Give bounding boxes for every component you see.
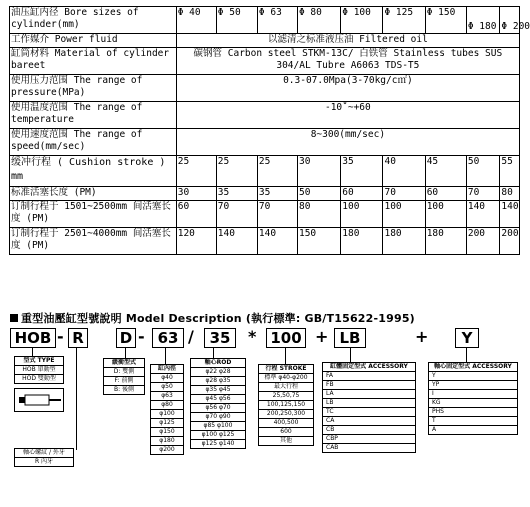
cushion-box-row: D: 雙側 [104, 368, 144, 377]
bore-box-row: φ80 [151, 401, 183, 410]
accessory-box-row: T [429, 417, 517, 426]
rod-box-row: φ100 φ125 [191, 431, 245, 440]
mount-box-row: TC [323, 408, 415, 417]
material-line1: 碳钢管 Carbon steel STKM-13C/ 白铁管 Stainless tubes SUS [193, 48, 503, 59]
custom1-label: 订制行程于 1501~2500mm 间活塞长度 (PM) [10, 201, 177, 228]
connector-line [32, 348, 33, 356]
bullet-square-icon [10, 314, 18, 322]
bore-box-row: φ63 [151, 392, 183, 401]
std-length-125: 70 [383, 187, 425, 201]
bore-box-row: φ125 [151, 419, 183, 428]
connector-line [285, 348, 286, 364]
std-length-180: 70 [466, 187, 500, 201]
stroke-box-row: 200,250,300 [259, 410, 313, 419]
cushion-box-row: B: 後側 [113, 386, 135, 393]
code-rod: 35 [204, 328, 236, 348]
code-sep: / [188, 327, 194, 346]
bore-180: Φ 180 [466, 7, 500, 34]
cushion-100: 35 [341, 156, 383, 187]
cushion-80: 30 [297, 156, 340, 187]
code-sep: * [248, 327, 257, 346]
rod-box-row: φ45 φ56 [191, 395, 245, 404]
type-box-row: HOD 雙動型 [22, 375, 56, 382]
custom1-200: 140 [500, 201, 520, 228]
stroke-box-row: 100,125,150 [259, 401, 313, 410]
stroke-box-header: 行程 STROKE [259, 365, 313, 374]
accessory-box-row: YP [429, 381, 517, 390]
bore-box-row: φ40 [151, 374, 183, 383]
cushion-63: 25 [257, 156, 297, 187]
code-type: HOB [10, 328, 56, 348]
material-value [176, 48, 519, 75]
code-sep: - [57, 327, 64, 346]
cushion-box [103, 358, 145, 395]
cushion-label: 缓冲行程 ( Cushion stroke ) mm [10, 156, 177, 187]
cushion-box-header: 緩衝型式 [104, 359, 144, 368]
std-length-label: 标准活塞长度 (PM) [10, 187, 177, 201]
stroke-box [258, 364, 314, 446]
connector-line [165, 348, 166, 364]
type-box-header: 型式 TYPE [15, 357, 63, 366]
custom1-63: 70 [257, 201, 297, 228]
custom2-63: 140 [257, 228, 297, 255]
accessory-box-row: PHS [429, 408, 517, 417]
connector-line [213, 348, 214, 358]
custom1-40: 60 [176, 201, 216, 228]
bore-125: Φ 125 [383, 7, 425, 34]
custom2-180: 200 [466, 228, 500, 255]
code-stroke: 100 [266, 328, 306, 348]
bore-box-row: φ100 [151, 410, 183, 419]
temperature-label: 使用温度范围 The range of temperature [10, 102, 177, 129]
thread-box-row: R 內牙 [34, 458, 54, 465]
temperature-value: -10˚~+60 [176, 102, 519, 129]
connector-line [76, 348, 77, 450]
custom2-label: 订制行程于 2501~4000mm 间活塞长度 (PM) [10, 228, 177, 255]
cylinder-icon [15, 389, 63, 411]
bore-100: Φ 100 [341, 7, 383, 34]
pressure-value: 0.3-07.0Mpa(3-70kg/c㎡) [176, 75, 519, 102]
mount-box-row: CA [323, 417, 415, 426]
bore-box-row: φ50 [151, 383, 183, 392]
mount-box-row: CAB [326, 444, 339, 451]
custom2-80: 150 [297, 228, 340, 255]
accessory-box-row: I [429, 390, 517, 399]
rod-box-header: 軸心ROD [191, 359, 245, 368]
code-mount: LB [334, 328, 366, 348]
code-cushion: D [116, 328, 136, 348]
cylinder-diagram [14, 388, 64, 412]
connector-line [125, 348, 126, 358]
bore-box-row: φ150 [151, 428, 183, 437]
custom2-200: 200 [500, 228, 520, 255]
custom2-125: 180 [383, 228, 425, 255]
cushion-50: 25 [216, 156, 257, 187]
cushion-150: 45 [425, 156, 466, 187]
custom1-100: 100 [341, 201, 383, 228]
bore-box-header: 缸內徑 [151, 365, 183, 374]
custom1-50: 70 [216, 201, 257, 228]
rod-box-row: φ85 φ100 [191, 422, 245, 431]
std-length-50: 35 [216, 187, 257, 201]
code-bore: 63 [152, 328, 184, 348]
cushion-40: 25 [176, 156, 216, 187]
std-length-63: 35 [257, 187, 297, 201]
code-sep: - [138, 327, 145, 346]
connector-line [350, 348, 351, 362]
bore-63: Φ 63 [257, 7, 297, 34]
stroke-box-row: 25,50,75 [259, 392, 313, 401]
bore-150: Φ 150 [425, 7, 466, 34]
std-length-40: 30 [176, 187, 216, 201]
mount-box [322, 362, 416, 453]
stroke-box-row: 最大行程 [259, 383, 313, 392]
thread-box-row: 軸心螺紋 / 外牙 [15, 449, 73, 458]
std-length-150: 60 [425, 187, 466, 201]
accessory-box [428, 362, 518, 435]
fluid-label: 工作媒介 Power fluid [10, 34, 177, 48]
bore-50: Φ 50 [216, 7, 257, 34]
bore-label: 油压缸内径 Bore sizes of cylinder(mm) [10, 7, 177, 34]
mount-box-header: 缸體固定型式 ACCESSORY [323, 363, 415, 372]
custom2-150: 180 [425, 228, 466, 255]
code-accessory: Y [455, 328, 479, 348]
mount-box-row: LB [323, 399, 415, 408]
type-box [14, 356, 64, 384]
cushion-180: 50 [466, 156, 500, 187]
custom2-40: 120 [176, 228, 216, 255]
mount-box-row: FB [323, 381, 415, 390]
rod-box-row: φ22 φ28 [191, 368, 245, 377]
code-thread: R [68, 328, 88, 348]
pressure-label: 使用压力范围 The range of pressure(MPa) [10, 75, 177, 102]
custom1-180: 140 [466, 201, 500, 228]
cushion-125: 40 [383, 156, 425, 187]
rod-box-row: φ28 φ35 [191, 377, 245, 386]
custom2-100: 180 [341, 228, 383, 255]
bore-80: Φ 80 [297, 7, 340, 34]
mount-box-row: CB [323, 426, 415, 435]
mount-box-row: LA [323, 390, 415, 399]
spec-table [9, 6, 530, 255]
model-description [0, 310, 530, 507]
bore-box-row: φ200 [159, 446, 175, 453]
rod-box-row: φ56 φ70 [191, 404, 245, 413]
material-label: 缸筒材料 Material of cylinder bareet [10, 48, 177, 75]
custom1-125: 100 [383, 201, 425, 228]
rod-box-row: φ35 φ45 [191, 386, 245, 395]
bore-box-row: φ180 [151, 437, 183, 446]
accessory-box-header: 軸心固定型式 ACCESSORY [429, 363, 517, 372]
thread-box [14, 448, 74, 467]
rod-box-row: φ70 φ90 [191, 413, 245, 422]
std-length-200: 80 [500, 187, 520, 201]
stroke-box-row: 400,500 [259, 419, 313, 428]
custom1-80: 80 [297, 201, 340, 228]
bore-200: Φ 200 [500, 7, 520, 34]
stroke-box-row: 600 [259, 428, 313, 437]
cushion-200: 55 [500, 156, 520, 187]
rod-box-row: φ125 φ140 [201, 440, 235, 447]
custom2-50: 140 [216, 228, 257, 255]
code-sep: + [315, 327, 329, 346]
connector-line [466, 348, 467, 362]
fluid-value: 以滤清之标准液压油 Filtered oil [176, 34, 519, 48]
mount-box-row: FA [323, 372, 415, 381]
bore-40: Φ 40 [176, 7, 216, 34]
speed-label: 使用速度范围 The range of speed(mm/sec) [10, 129, 177, 156]
material-line2: 304/AL Tubre A6063 TDS-T5 [276, 60, 420, 71]
custom1-150: 100 [425, 201, 466, 228]
std-length-100: 60 [341, 187, 383, 201]
accessory-box-row: A [432, 426, 437, 433]
code-sep: + [415, 327, 429, 346]
mount-box-row: CBP [323, 435, 415, 444]
bore-box [150, 364, 184, 455]
std-length-80: 50 [297, 187, 340, 201]
cushion-box-row: F: 前側 [104, 377, 144, 386]
rod-box [190, 358, 246, 449]
model-title: 重型油壓缸型號說明 Model Description (執行標準: GB/T15622-1995) [10, 310, 415, 326]
accessory-box-row: KG [429, 399, 517, 408]
type-box-row: HOB 單動型 [15, 366, 63, 375]
stroke-box-row: 其他 [279, 437, 292, 444]
accessory-box-row: Y [429, 372, 517, 381]
speed-value: 8~300(mm/sec) [176, 129, 519, 156]
stroke-box-row: 標準 φ40-φ200 [259, 374, 313, 383]
